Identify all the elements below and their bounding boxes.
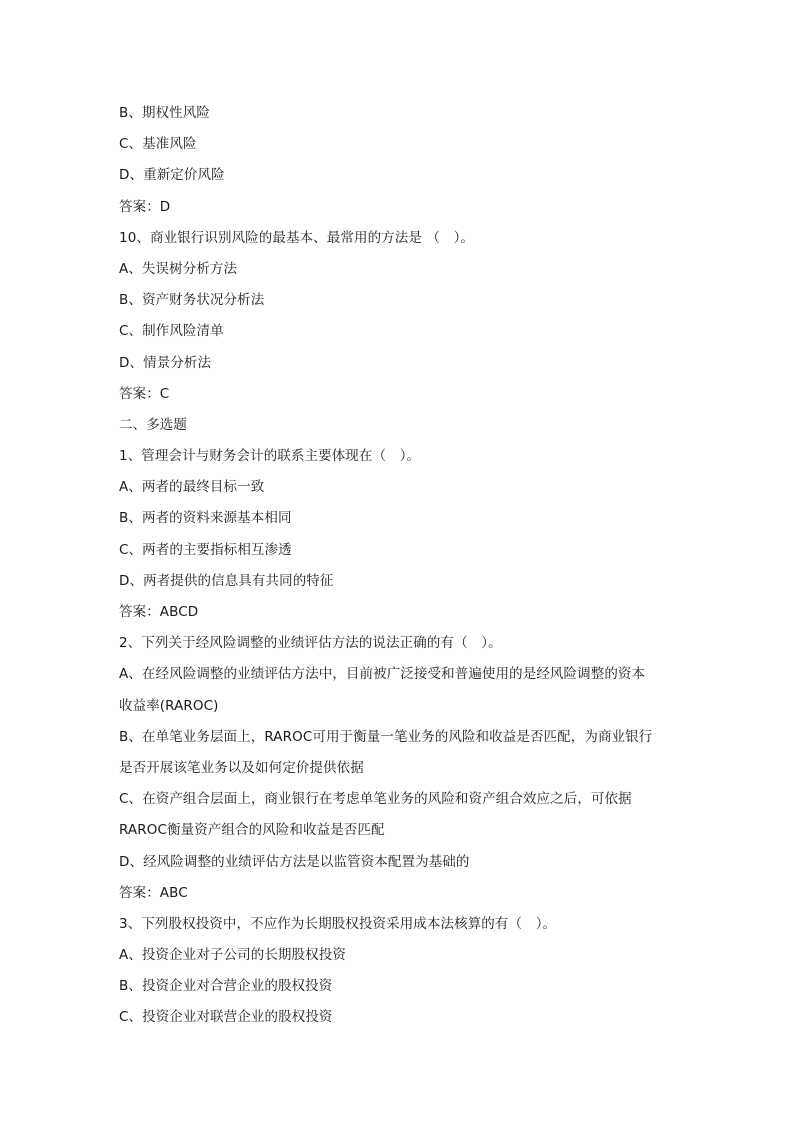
option-line: D、经风险调整的业绩评估方法是以监管资本配置为基础的 <box>119 853 470 870</box>
option-line-continuation: 收益率(RAROC) <box>119 697 219 714</box>
option-line: C、基准风险 <box>119 136 197 153</box>
option-line: B、资产财务状况分析法 <box>119 292 265 309</box>
option-line: B、期权性风险 <box>119 105 210 121</box>
answer-line: 答案：ABC <box>119 884 188 901</box>
option-line: C、制作风险清单 <box>119 323 224 340</box>
document-body <box>119 98 679 1034</box>
answer-line: 答案：D <box>119 198 171 215</box>
option-line-continuation: 是否开展该笔业务以及如何定价提供依据 <box>119 759 364 776</box>
option-line: A、投资企业对子公司的长期股权投资 <box>119 947 346 964</box>
option-line: C、两者的主要指标相互渗透 <box>119 541 292 558</box>
option-line: D、两者提供的信息具有共同的特征 <box>119 572 334 589</box>
option-line-continuation: RAROC衡量资产组合的风险和收益是否匹配 <box>119 822 385 839</box>
option-line: A、两者的最终目标一致 <box>119 479 265 496</box>
question-line: 1、管理会计与财务会计的联系主要体现在（ ）。 <box>119 448 421 465</box>
question-line: 2、下列关于经风险调整的业绩评估方法的说法正确的有（ ）。 <box>119 635 502 652</box>
option-line: D、重新定价风险 <box>119 167 225 184</box>
question-line: 3、下列股权投资中，不应作为长期股权投资采用成本法核算的有（ ）。 <box>119 915 557 932</box>
option-line: A、在经风险调整的业绩评估方法中，目前被广泛接受和普遍使用的是经风险调整的资本 <box>119 666 646 683</box>
option-line: B、在单笔业务层面上，RAROC可用于衡量一笔业务的风险和收益是否匹配，为商业银行 <box>119 728 653 745</box>
option-line: C、在资产组合层面上，商业银行在考虑单笔业务的风险和资产组合效应之后，可依据 <box>119 791 632 808</box>
option-line: C、投资企业对联营企业的股权投资 <box>119 1009 333 1026</box>
section-heading: 二、多选题 <box>119 416 187 433</box>
answer-line: 答案：ABCD <box>119 604 199 620</box>
option-line: B、两者的资料来源基本相同 <box>119 510 292 527</box>
option-line: A、失误树分析方法 <box>119 260 238 277</box>
answer-line: 答案：C <box>119 385 170 402</box>
question-line: 10、商业银行识别风险的最基本、最常用的方法是 （ ）。 <box>119 229 475 246</box>
option-line: D、情景分析法 <box>119 354 212 371</box>
option-line: B、投资企业对合营企业的股权投资 <box>119 978 333 995</box>
